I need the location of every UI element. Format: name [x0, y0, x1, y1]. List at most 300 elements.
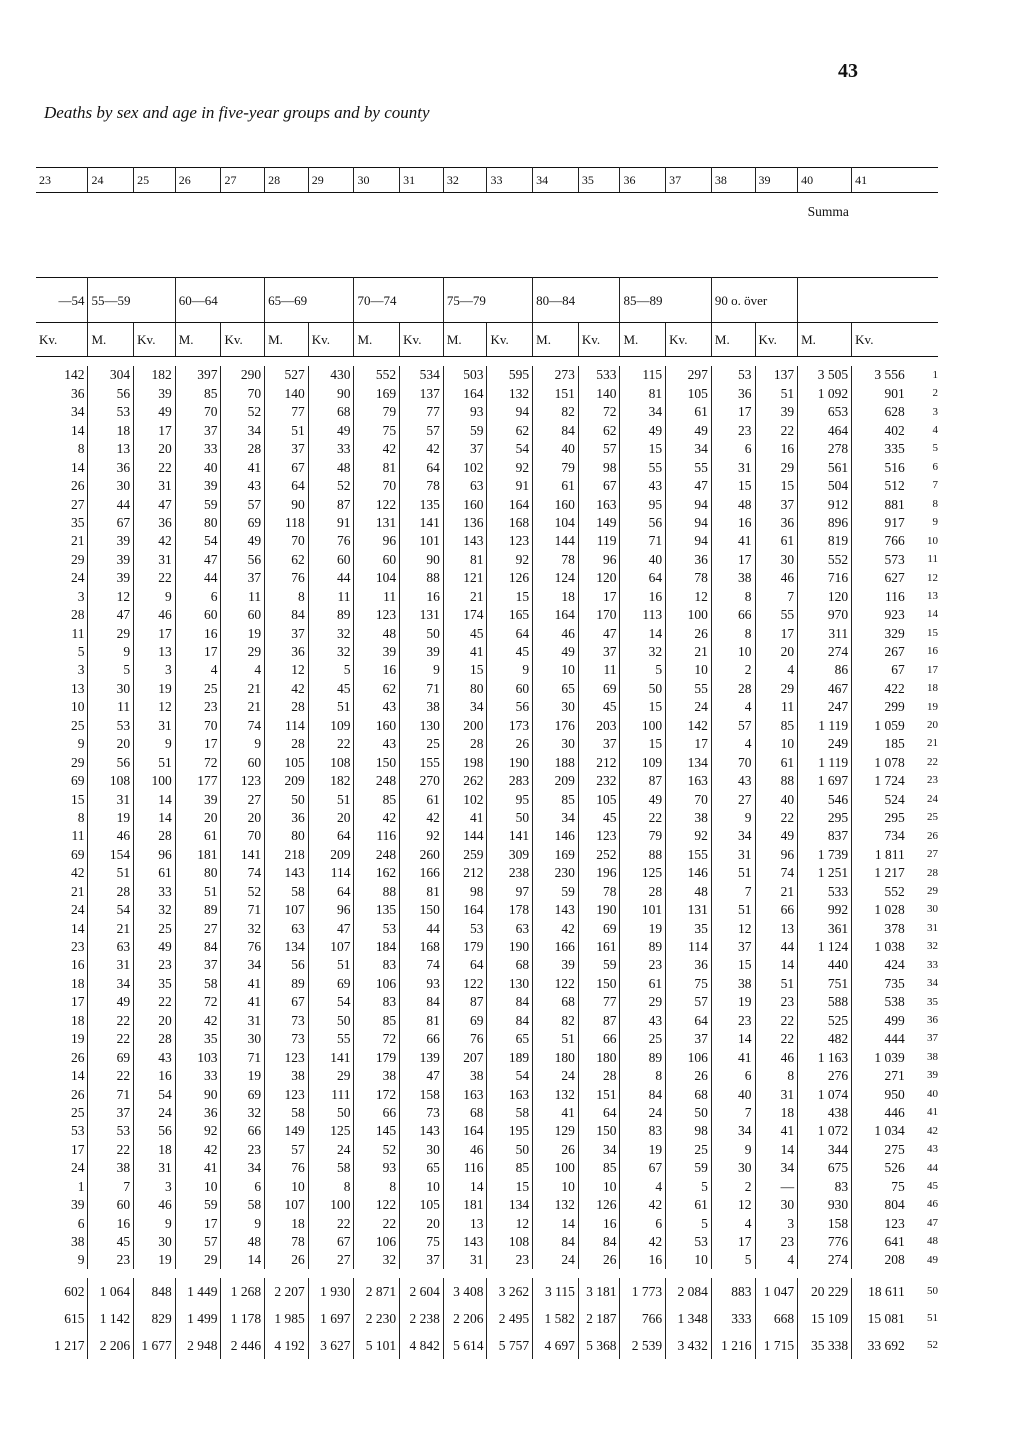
table-cell: 79: [533, 458, 579, 476]
column-number: 40: [798, 168, 852, 193]
table-cell: 67: [265, 458, 309, 476]
table-cell: 52: [308, 477, 354, 495]
table-row: [36, 882, 938, 900]
table-cell: 100: [666, 606, 712, 624]
table-row: [36, 1067, 938, 1085]
table-cell: 102: [443, 458, 487, 476]
line-number: 36: [927, 1014, 938, 1027]
table-cell: 11: [36, 827, 88, 845]
table-cell: 970: [798, 606, 852, 624]
table-cell: 14: [36, 458, 88, 476]
table-cell: 89: [620, 938, 666, 956]
table-cell: 41: [221, 458, 265, 476]
line-number: 12: [927, 571, 938, 584]
line-number: 1: [932, 368, 938, 381]
table-row: [36, 1196, 938, 1214]
table-cell: 134: [487, 1196, 533, 1214]
table-cell: 61: [175, 827, 221, 845]
sex-label: Kv.: [578, 323, 620, 357]
table-cell: 169: [533, 845, 579, 863]
table-cell: 21: [666, 643, 712, 661]
table-cell: 238: [487, 864, 533, 882]
table-cell: 17: [134, 421, 176, 439]
column-number: 26: [175, 168, 221, 193]
table-cell: 88: [400, 569, 444, 587]
table-cell: 1 677: [134, 1332, 176, 1359]
table-cell: 96: [308, 901, 354, 919]
table-cell: 1 985: [265, 1305, 309, 1332]
table-cell: 64: [265, 477, 309, 495]
table-cell: 546: [798, 790, 852, 808]
table-cell: 37: [265, 624, 309, 642]
table-cell: 1 034: [874, 1123, 905, 1139]
table-cell: 66: [711, 606, 755, 624]
table-cell: 333: [711, 1305, 755, 1332]
table-cell: 49: [620, 421, 666, 439]
table-cell: 65: [533, 679, 579, 697]
table-cell: 46: [533, 624, 579, 642]
table-cell: 107: [265, 1196, 309, 1214]
table-cell: 274: [798, 643, 852, 661]
line-number: 15: [927, 626, 938, 639]
table-cell: 61: [533, 477, 579, 495]
table-cell: 26: [666, 624, 712, 642]
table-cell: 29: [755, 458, 798, 476]
table-cell: 1 697: [308, 1305, 354, 1332]
table-cell: 4: [221, 661, 265, 679]
table-cell: 526: [884, 1160, 905, 1176]
table-cell: 42: [265, 679, 309, 697]
column-number: 28: [265, 168, 309, 193]
table-cell: 653: [798, 403, 852, 421]
table-cell: 15: [711, 956, 755, 974]
table-cell: 52: [354, 1140, 400, 1158]
table-cell: 85: [487, 1159, 533, 1177]
table-cell: 163: [487, 1085, 533, 1103]
table-cell: 26: [666, 1067, 712, 1085]
table-cell: 144: [443, 827, 487, 845]
table-cell: 24: [666, 698, 712, 716]
table-cell: 848: [134, 1278, 176, 1305]
table-cell: 1 715: [755, 1332, 798, 1359]
table-cell: 33: [308, 440, 354, 458]
table-cell: 21: [221, 698, 265, 716]
table-cell: 36: [265, 643, 309, 661]
table-cell: 260: [400, 845, 444, 863]
table-cell: 81: [400, 1011, 444, 1029]
table-cell: 58: [265, 1104, 309, 1122]
table-cell: 164: [443, 384, 487, 402]
table-cell: 2 084: [666, 1278, 712, 1305]
line-number: 22: [927, 755, 938, 768]
table-cell: 143: [443, 532, 487, 550]
table-row: [36, 790, 938, 808]
table-cell: 53: [354, 919, 400, 937]
table-cell: 14: [36, 1067, 88, 1085]
table-cell: 45: [443, 624, 487, 642]
table-cell: 47: [134, 495, 176, 513]
table-cell: 10: [578, 1177, 620, 1195]
table-cell: 38: [36, 1233, 88, 1251]
table-cell: 42: [354, 440, 400, 458]
table-cell: 12: [265, 661, 309, 679]
table-cell: 104: [354, 569, 400, 587]
table-cell: 196: [578, 864, 620, 882]
table-cell: 28: [265, 735, 309, 753]
table-cell: 6: [175, 587, 221, 605]
table-cell: 19: [221, 1067, 265, 1085]
table-cell: 109: [308, 716, 354, 734]
table-cell: 259: [443, 845, 487, 863]
table-cell: 67: [88, 514, 134, 532]
table-cell: 137: [755, 366, 798, 384]
table-cell: 81: [443, 550, 487, 568]
table-cell: 47: [175, 550, 221, 568]
table-cell: 3: [134, 1177, 176, 1195]
table-cell: 25: [134, 919, 176, 937]
age-group-label: 55—59: [88, 278, 175, 323]
table-cell: 64: [443, 956, 487, 974]
table-cell: 123: [884, 1215, 905, 1231]
table-cell: 4 697: [533, 1332, 579, 1359]
table-cell: 60: [175, 606, 221, 624]
table-cell: 92: [487, 550, 533, 568]
table-cell: 5: [666, 1177, 712, 1195]
table-cell: 9: [134, 1214, 176, 1232]
table-cell: 56: [88, 384, 134, 402]
table-cell: 29: [36, 550, 88, 568]
table-cell: 123: [221, 772, 265, 790]
table-cell: 26: [36, 1048, 88, 1066]
table-cell: 1 582: [533, 1305, 579, 1332]
table-cell: 72: [175, 993, 221, 1011]
age-group-label: 75—79: [443, 278, 532, 323]
table-cell: 42: [620, 1196, 666, 1214]
table-cell: 184: [354, 938, 400, 956]
table-row: [36, 1048, 938, 1066]
table-cell: 29: [221, 643, 265, 661]
table-cell: 552: [354, 366, 400, 384]
table-cell: 74: [221, 864, 265, 882]
table-cell: 5: [620, 661, 666, 679]
table-cell: 527: [265, 366, 309, 384]
table-cell: 47: [308, 919, 354, 937]
table-cell: 64: [578, 1104, 620, 1122]
table-cell: 881: [884, 496, 905, 512]
table-cell: 69: [578, 679, 620, 697]
table-cell: 182: [308, 772, 354, 790]
table-cell: 22: [755, 809, 798, 827]
table-cell: 31: [755, 1085, 798, 1103]
table-cell: 2 206: [443, 1305, 487, 1332]
table-cell: 57: [400, 421, 444, 439]
table-cell: 146: [666, 864, 712, 882]
table-cell: 62: [487, 421, 533, 439]
table-cell: 378: [884, 920, 905, 936]
table-cell: 21: [36, 532, 88, 550]
table-cell: 14: [533, 1214, 579, 1232]
table-cell: 45: [578, 809, 620, 827]
table-cell: 41: [755, 1122, 798, 1140]
table-cell: 84: [487, 993, 533, 1011]
table-cell: 552: [798, 550, 852, 568]
table-cell: 17: [711, 550, 755, 568]
table-cell: 297: [666, 366, 712, 384]
sex-label: M.: [798, 323, 852, 357]
table-cell: 446: [884, 1104, 905, 1120]
table-cell: 271: [884, 1068, 905, 1084]
table-cell: 524: [884, 791, 905, 807]
table-row: [36, 1011, 938, 1029]
table-cell: 3: [134, 661, 176, 679]
table-cell: 32: [134, 901, 176, 919]
table-row: [36, 845, 938, 863]
table-cell: 40: [620, 550, 666, 568]
table-cell: 83: [620, 1122, 666, 1140]
sex-label-row: [36, 323, 938, 357]
table-cell: 150: [578, 1122, 620, 1140]
table-cell: 538: [884, 994, 905, 1010]
table-cell: 22: [134, 458, 176, 476]
table-cell: 9: [221, 735, 265, 753]
table-cell: 120: [798, 587, 852, 605]
table-cell: 179: [443, 938, 487, 956]
table-cell: 172: [354, 1085, 400, 1103]
table-cell: 50: [666, 1104, 712, 1122]
table-cell: 130: [400, 716, 444, 734]
table-cell: 1 124: [798, 938, 852, 956]
table-cell: 8: [265, 587, 309, 605]
table-cell: 15: [620, 440, 666, 458]
table-cell: 249: [798, 735, 852, 753]
table-cell: 168: [400, 938, 444, 956]
table-cell: 160: [443, 495, 487, 513]
table-cell: 115: [620, 366, 666, 384]
table-cell: 50: [265, 790, 309, 808]
table-cell: 36: [755, 514, 798, 532]
table-row: [36, 716, 938, 734]
table-cell: 49: [755, 827, 798, 845]
table-cell: 23: [134, 956, 176, 974]
table-cell: 209: [533, 772, 579, 790]
table-cell: 34: [666, 440, 712, 458]
table-cell: 173: [487, 716, 533, 734]
table-cell: 41: [533, 1104, 579, 1122]
table-cell: 155: [400, 753, 444, 771]
table-cell: 2 446: [221, 1332, 265, 1359]
table-cell: 15 109: [798, 1305, 852, 1332]
table-cell: 8: [354, 1177, 400, 1195]
table-cell: 149: [265, 1122, 309, 1140]
table-cell: 837: [798, 827, 852, 845]
table-cell: 50: [400, 624, 444, 642]
table-cell: 31: [88, 790, 134, 808]
table-cell: 42: [533, 919, 579, 937]
sex-label: M.: [443, 323, 487, 357]
table-row: [36, 624, 938, 642]
table-cell: 735: [884, 975, 905, 991]
table-cell: 8: [620, 1067, 666, 1085]
table-cell: 43: [711, 772, 755, 790]
table-cell: 121: [443, 569, 487, 587]
table-row: [36, 772, 938, 790]
table-cell: 34: [36, 403, 88, 421]
line-number: 45: [927, 1179, 938, 1192]
table-cell: 84: [265, 606, 309, 624]
table-row: [36, 606, 938, 624]
table-cell: 46: [134, 606, 176, 624]
table-row: [36, 661, 938, 679]
table-cell: 7: [711, 882, 755, 900]
table-cell: 5 101: [354, 1332, 400, 1359]
table-cell: 27: [36, 495, 88, 513]
table-cell: 70: [666, 790, 712, 808]
table-cell: 66: [221, 1122, 265, 1140]
table-cell: 32: [308, 624, 354, 642]
table-cell: 29: [175, 1251, 221, 1269]
sex-label: Kv.: [221, 323, 265, 357]
table-cell: 130: [487, 974, 533, 992]
table-cell: 19: [88, 809, 134, 827]
table-cell: 50: [308, 1104, 354, 1122]
table-cell: 31: [711, 458, 755, 476]
line-number: 37: [927, 1032, 938, 1045]
table-cell: 561: [798, 458, 852, 476]
table-cell: 64: [400, 458, 444, 476]
table-cell: 35 338: [798, 1332, 852, 1359]
column-number: 41: [852, 168, 908, 193]
table-cell: 62: [265, 550, 309, 568]
table-cell: 23: [755, 1233, 798, 1251]
column-number: 34: [533, 168, 579, 193]
table-cell: 102: [443, 790, 487, 808]
table-cell: 75: [354, 421, 400, 439]
table-cell: 62: [354, 679, 400, 697]
line-number: 42: [927, 1124, 938, 1137]
table-cell: 1 930: [308, 1278, 354, 1305]
table-cell: 2 206: [88, 1332, 134, 1359]
table-row: [36, 403, 938, 421]
table-cell: 95: [620, 495, 666, 513]
column-number-row: [36, 168, 938, 193]
line-number: 52: [927, 1339, 938, 1352]
table-cell: 135: [400, 495, 444, 513]
table-cell: 69: [36, 772, 88, 790]
table-cell: 3 627: [308, 1332, 354, 1359]
table-cell: 141: [487, 827, 533, 845]
table-cell: 162: [354, 864, 400, 882]
table-cell: 499: [884, 1012, 905, 1028]
table-cell: 93: [443, 403, 487, 421]
line-number-header: [908, 168, 938, 193]
table-cell: 150: [354, 753, 400, 771]
table-cell: 49: [221, 532, 265, 550]
table-cell: 160: [533, 495, 579, 513]
column-number: 24: [88, 168, 134, 193]
table-cell: 20: [175, 809, 221, 827]
table-cell: 36: [711, 384, 755, 402]
table-cell: 43: [221, 477, 265, 495]
table-cell: 79: [354, 403, 400, 421]
table-cell: 819: [798, 532, 852, 550]
table-cell: 46: [443, 1140, 487, 1158]
table-cell: 525: [798, 1011, 852, 1029]
line-number: 24: [927, 792, 938, 805]
table-cell: 1 047: [755, 1278, 798, 1305]
age-group-label: 90 o. över: [711, 278, 797, 323]
table-cell: 716: [798, 569, 852, 587]
table-cell: 200: [443, 716, 487, 734]
table-cell: 129: [533, 1122, 579, 1140]
table-cell: 32: [221, 919, 265, 937]
table-cell: 69: [308, 974, 354, 992]
table-cell: 98: [443, 882, 487, 900]
table-cell: 120: [578, 569, 620, 587]
table-cell: 78: [578, 882, 620, 900]
line-number: 48: [927, 1235, 938, 1248]
table-cell: 32: [308, 643, 354, 661]
table-cell: 424: [884, 957, 905, 973]
table-cell: 78: [400, 477, 444, 495]
table-cell: 190: [487, 938, 533, 956]
table-cell: 23: [711, 421, 755, 439]
table-cell: 64: [487, 624, 533, 642]
table-cell: 28: [578, 1067, 620, 1085]
table-cell: 53: [88, 403, 134, 421]
table-cell: 54: [487, 440, 533, 458]
table-cell: 177: [175, 772, 221, 790]
table-cell: 1 078: [874, 754, 905, 770]
table-cell: 1 739: [798, 845, 852, 863]
table-cell: 53: [88, 1122, 134, 1140]
table-cell: 44: [755, 938, 798, 956]
table-cell: 60: [88, 1196, 134, 1214]
line-number: 26: [927, 829, 938, 842]
table-cell: 100: [134, 772, 176, 790]
table-cell: 69: [578, 919, 620, 937]
table-cell: 190: [487, 753, 533, 771]
table-cell: 4 192: [265, 1332, 309, 1359]
table-cell: 270: [400, 772, 444, 790]
table-cell: 182: [134, 366, 176, 384]
table-cell: 3 181: [578, 1278, 620, 1305]
table-cell: 65: [487, 1030, 533, 1048]
table-cell: 174: [443, 606, 487, 624]
table-cell: 1 348: [666, 1305, 712, 1332]
table-cell: 58: [175, 974, 221, 992]
table-cell: 16: [88, 1214, 134, 1232]
table-cell: 78: [265, 1233, 309, 1251]
table-cell: 69: [88, 1048, 134, 1066]
table-cell: 1 449: [175, 1278, 221, 1305]
table-cell: 20: [88, 735, 134, 753]
table-cell: 8: [711, 624, 755, 642]
table-cell: 77: [400, 403, 444, 421]
table-cell: 46: [755, 569, 798, 587]
line-number: 40: [927, 1087, 938, 1100]
table-cell: 28: [134, 827, 176, 845]
table-cell: 209: [308, 845, 354, 863]
table-cell: 19: [620, 1140, 666, 1158]
table-cell: 25: [400, 735, 444, 753]
table-cell: 304: [88, 366, 134, 384]
table-cell: 51: [265, 421, 309, 439]
table-cell: 60: [221, 606, 265, 624]
table-cell: 35: [666, 919, 712, 937]
table-cell: 203: [578, 716, 620, 734]
table-cell: 145: [354, 1122, 400, 1140]
table-cell: —: [755, 1177, 798, 1195]
